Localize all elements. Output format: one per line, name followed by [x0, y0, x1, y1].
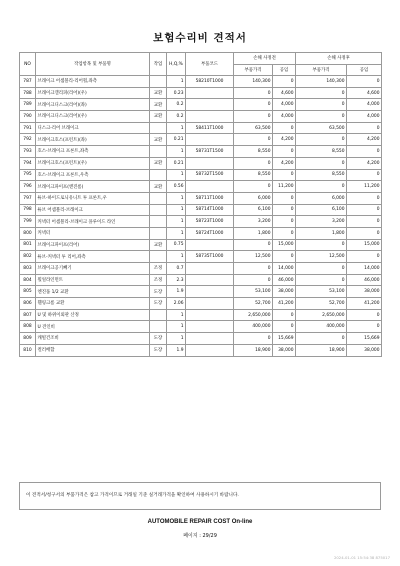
table-row [20, 146, 382, 158]
cell-hq: 0.56 [167, 181, 186, 193]
cell-hq: 0.21 [167, 134, 186, 146]
cell-work [150, 122, 167, 134]
page-number: 페이지 : 29/29 [183, 533, 217, 539]
cell-item: 브래이크 어셈블리-리어휠,좌측 [36, 76, 150, 88]
table-row [20, 333, 382, 345]
cell-no: 801 [20, 239, 36, 251]
col-header-code: 부품코드 [186, 53, 234, 76]
cell-no: 788 [20, 87, 36, 99]
cell-item: 브래이크공기빼기 [36, 263, 150, 275]
cell-work [150, 321, 167, 333]
cell-code: 58731T1500 [186, 146, 234, 158]
cell-work: 도장 [150, 286, 167, 298]
cell-item: 휀링크룸 교환 [36, 298, 150, 310]
cell-work: 교환 [150, 181, 167, 193]
cell-bp: 400,000 [234, 321, 273, 333]
cell-code [186, 99, 234, 111]
cell-work [150, 192, 167, 204]
cell-bl: 0 [273, 192, 296, 204]
cell-bp: 8,550 [234, 146, 273, 158]
cell-no: 793 [20, 146, 36, 158]
cell-work [150, 251, 167, 263]
cell-bl: 38,000 [273, 344, 296, 356]
estimate-rows [20, 76, 382, 357]
col-header-no: NO [20, 53, 36, 76]
table-row [20, 344, 382, 356]
cell-bp: 140,300 [234, 76, 273, 88]
cell-no: 799 [20, 216, 36, 228]
cell-bp: 0 [234, 87, 273, 99]
cell-ap: 140,300 [296, 76, 347, 88]
cell-ap: 400,000 [296, 321, 347, 333]
cell-ap: 0 [296, 181, 347, 193]
cell-code [186, 263, 234, 275]
cell-work: 교환 [150, 111, 167, 123]
cell-bp: 0 [234, 333, 273, 345]
cell-ap: 18,900 [296, 344, 347, 356]
cell-bl: 0 [273, 146, 296, 158]
cell-item: 브래이크호스(프런트)(좌) [36, 134, 150, 146]
cell-bp: 0 [234, 181, 273, 193]
cell-bl: 0 [273, 76, 296, 88]
col-header-after-labor: 공임 [347, 64, 382, 76]
cell-bp: 52,700 [234, 298, 273, 310]
table-row [20, 251, 382, 263]
cell-item: 브래이크파이프(리어) [36, 239, 150, 251]
cell-no: 790 [20, 111, 36, 123]
cell-hq: 1 [167, 216, 186, 228]
cell-bp: 0 [234, 111, 273, 123]
cell-bp: 18,900 [234, 344, 273, 356]
cell-ap: 8,550 [296, 146, 347, 158]
cell-item: 브래이크디스크(리어)(우) [36, 111, 150, 123]
cell-al: 4,600 [347, 87, 382, 99]
table-row [20, 157, 382, 169]
cell-al: 0 [347, 169, 382, 181]
cell-hq: 1.9 [167, 344, 186, 356]
cell-bl: 4,600 [273, 87, 296, 99]
cell-work: 도장 [150, 298, 167, 310]
cell-bl: 4,000 [273, 111, 296, 123]
cell-ap: 53,100 [296, 286, 347, 298]
cell-work: 조정 [150, 274, 167, 286]
cell-work [150, 204, 167, 216]
cell-bp: 0 [234, 263, 273, 275]
table-row [20, 204, 382, 216]
cell-code [186, 181, 234, 193]
col-header-after-price: 부품가격 [296, 64, 347, 76]
cell-hq: 1 [167, 333, 186, 345]
cell-hq: 1 [167, 169, 186, 181]
header-row [20, 53, 382, 65]
cell-al: 14,000 [347, 263, 382, 275]
estimate-table [19, 52, 382, 357]
cell-work [150, 216, 167, 228]
table-row [20, 76, 382, 88]
table-row [20, 274, 382, 286]
cell-al: 0 [347, 146, 382, 158]
cell-item: 호스-브래이크 프론트,우측 [36, 169, 150, 181]
cell-hq: 1 [167, 321, 186, 333]
cell-hq: 1 [167, 309, 186, 321]
cell-ap: 2,650,000 [296, 309, 347, 321]
cell-hq: 0.2 [167, 111, 186, 123]
cell-bl: 0 [273, 122, 296, 134]
cell-bl: 15,000 [273, 239, 296, 251]
cell-item: 커넥터 어셈블리-브래이크 플루이드 라인 [36, 216, 150, 228]
cell-no: 792 [20, 134, 36, 146]
cell-al: 4,000 [347, 99, 382, 111]
cell-item: 브래이크파이프(앤진룸) [36, 181, 150, 193]
cell-no: 796 [20, 181, 36, 193]
table-row [20, 216, 382, 228]
cell-code [186, 321, 234, 333]
table-row [20, 239, 382, 251]
cell-ap: 0 [296, 134, 347, 146]
cell-no: 800 [20, 227, 36, 239]
page-title: 보험수리비 견적서 [153, 32, 247, 44]
cell-work [150, 227, 167, 239]
cell-ap: 0 [296, 274, 347, 286]
cell-code: 58735T1000 [186, 251, 234, 263]
cell-work: 교환 [150, 134, 167, 146]
cell-work [150, 309, 167, 321]
cell-al: 0 [347, 251, 382, 263]
cell-work: 도장 [150, 344, 167, 356]
price-notice [19, 482, 381, 510]
cell-no: 806 [20, 298, 36, 310]
cell-code: 58210T1000 [186, 76, 234, 88]
cell-code [186, 298, 234, 310]
cell-no: 804 [20, 274, 36, 286]
cell-bl: 0 [273, 309, 296, 321]
cell-ap: 0 [296, 157, 347, 169]
cell-code [186, 309, 234, 321]
cell-bp: 0 [234, 239, 273, 251]
cell-al: 0 [347, 76, 382, 88]
cell-ap: 63,500 [296, 122, 347, 134]
cell-bl: 0 [273, 321, 296, 333]
cell-bl: 0 [273, 204, 296, 216]
cell-al: 15,000 [347, 239, 382, 251]
col-header-before-labor: 공임 [273, 64, 296, 76]
cell-item: 디스크-리어 브래이크 [36, 122, 150, 134]
cell-item: 튜브 어셈블리-브래이크 [36, 204, 150, 216]
table-row [20, 181, 382, 193]
cell-item: 컬러배합 [36, 344, 150, 356]
cell-al: 0 [347, 309, 382, 321]
cell-al: 0 [347, 321, 382, 333]
cell-al: 38,000 [347, 344, 382, 356]
cell-no: 807 [20, 309, 36, 321]
cell-bl: 0 [273, 227, 296, 239]
col-header-hq: H,Q,% [167, 53, 186, 76]
cell-code [186, 333, 234, 345]
cell-hq: 1 [167, 76, 186, 88]
cell-al: 4,200 [347, 134, 382, 146]
cell-bl: 4,000 [273, 99, 296, 111]
table-row [20, 263, 382, 275]
cell-no: 791 [20, 122, 36, 134]
cell-al: 4,200 [347, 157, 382, 169]
cell-ap: 52,700 [296, 298, 347, 310]
cell-ap: 12,500 [296, 251, 347, 263]
table-row [20, 192, 382, 204]
col-header-before: 손해 사정전 [234, 53, 296, 65]
cell-bl: 0 [273, 216, 296, 228]
cell-hq: 0.75 [167, 239, 186, 251]
cell-ap: 1,800 [296, 227, 347, 239]
cell-al: 46,000 [347, 274, 382, 286]
cell-hq: 1 [167, 227, 186, 239]
cell-hq: 1 [167, 251, 186, 263]
cell-ap: 0 [296, 239, 347, 251]
table-row [20, 134, 382, 146]
price-notice-text: 이 견적서/청구서의 부품가격은 참고 가격이므로 거래일 기준 실거래가격을 확인하여 사용하시기 바랍니다. [26, 493, 239, 498]
cell-work [150, 169, 167, 181]
cell-no: 809 [20, 333, 36, 345]
table-row [20, 227, 382, 239]
cell-item: U 및 하위이외관 산정 [36, 309, 150, 321]
cell-al: 11,200 [347, 181, 382, 193]
cell-no: 802 [20, 251, 36, 263]
cell-code [186, 134, 234, 146]
print-timestamp: 2024-01-01 15:54:38 875017 [333, 555, 390, 560]
cell-code [186, 239, 234, 251]
cell-item: 브래이크호스(프런트)(우) [36, 157, 150, 169]
cell-work: 교환 [150, 99, 167, 111]
cell-bp: 1,800 [234, 227, 273, 239]
table-row [20, 298, 382, 310]
cell-hq: 1 [167, 146, 186, 158]
cell-ap: 0 [296, 87, 347, 99]
cell-bl: 4,200 [273, 134, 296, 146]
cell-hq: 1 [167, 122, 186, 134]
cell-work: 교환 [150, 157, 167, 169]
cell-bl: 38,000 [273, 286, 296, 298]
cell-bp: 63,500 [234, 122, 273, 134]
cell-al: 0 [347, 192, 382, 204]
cell-code: 58411T1000 [186, 122, 234, 134]
cell-work: 교환 [150, 87, 167, 99]
cell-code [186, 344, 234, 356]
cell-al: 0 [347, 227, 382, 239]
table-row [20, 309, 382, 321]
col-header-work: 작업 [150, 53, 167, 76]
cell-item: 브래이크디스크(리어)(좌) [36, 99, 150, 111]
col-header-before-price: 부품가격 [234, 64, 273, 76]
cell-al: 4,000 [347, 111, 382, 123]
cell-no: 789 [20, 99, 36, 111]
cell-code [186, 274, 234, 286]
table-row [20, 87, 382, 99]
table-row [20, 122, 382, 134]
cell-hq: 0.23 [167, 87, 186, 99]
cell-bp: 0 [234, 99, 273, 111]
cell-al: 38,000 [347, 286, 382, 298]
cell-no: 787 [20, 76, 36, 88]
cell-code: 58723T1000 [186, 216, 234, 228]
cell-code [186, 87, 234, 99]
cell-bl: 4,200 [273, 157, 296, 169]
cell-ap: 0 [296, 99, 347, 111]
cell-bl: 15,669 [273, 333, 296, 345]
col-header-item: 작업항목 및 부품명 [36, 53, 150, 76]
cell-code [186, 286, 234, 298]
col-header-after: 손해 사정후 [296, 53, 382, 65]
cell-bp: 53,100 [234, 286, 273, 298]
cell-work: 교환 [150, 239, 167, 251]
cell-ap: 6,000 [296, 192, 347, 204]
cell-work [150, 76, 167, 88]
cell-ap: 0 [296, 111, 347, 123]
cell-work: 도장 [150, 333, 167, 345]
cell-hq: 1 [167, 192, 186, 204]
cell-work: 조정 [150, 263, 167, 275]
cell-bl: 0 [273, 251, 296, 263]
cell-item: 튜브-커넥터 투 리어,좌측 [36, 251, 150, 263]
cell-no: 798 [20, 204, 36, 216]
cell-al: 0 [347, 204, 382, 216]
table-row [20, 286, 382, 298]
cell-no: 810 [20, 344, 36, 356]
cell-no: 797 [20, 192, 36, 204]
cell-ap: 0 [296, 263, 347, 275]
cell-no: 803 [20, 263, 36, 275]
table-row [20, 111, 382, 123]
cell-no: 795 [20, 169, 36, 181]
cell-bp: 0 [234, 134, 273, 146]
cell-item: 호스-브래이크 프론트,좌측 [36, 146, 150, 158]
cell-ap: 3,200 [296, 216, 347, 228]
cell-code: 58711T1000 [186, 192, 234, 204]
cell-item: U 견인비 [36, 321, 150, 333]
cell-no: 808 [20, 321, 36, 333]
cell-item: 엔진품 1/2 교환 [36, 286, 150, 298]
cell-item: 캐빌건조비 [36, 333, 150, 345]
cell-hq: 0.21 [167, 157, 186, 169]
cell-ap: 0 [296, 333, 347, 345]
cell-bl: 14,000 [273, 263, 296, 275]
cell-al: 0 [347, 216, 382, 228]
cell-bp: 6,000 [234, 192, 273, 204]
table-row [20, 321, 382, 333]
cell-hq: 1 [167, 204, 186, 216]
table-row [20, 169, 382, 181]
cell-bl: 41,200 [273, 298, 296, 310]
cell-bl: 11,200 [273, 181, 296, 193]
cell-hq: 0.2 [167, 99, 186, 111]
cell-ap: 6,100 [296, 204, 347, 216]
cell-item: 튜브-하이드로닉유니트 투 프론트,우 [36, 192, 150, 204]
cell-hq: 0.7 [167, 263, 186, 275]
cell-bp: 8,550 [234, 169, 273, 181]
cell-bp: 0 [234, 274, 273, 286]
brand-footer: AUTOMOBILE REPAIR COST On-line [147, 519, 253, 525]
cell-bp: 3,200 [234, 216, 273, 228]
cell-hq: 2.3 [167, 274, 186, 286]
table-row [20, 99, 382, 111]
cell-item: 브래이크캘리퍼(리어)(우) [36, 87, 150, 99]
cell-item: 휠얼라인먼트 [36, 274, 150, 286]
cell-code: 58732T1500 [186, 169, 234, 181]
cell-code [186, 157, 234, 169]
cell-bl: 0 [273, 169, 296, 181]
cell-bl: 46,000 [273, 274, 296, 286]
cell-al: 0 [347, 122, 382, 134]
cell-bp: 12,500 [234, 251, 273, 263]
cell-work [150, 146, 167, 158]
cell-hq: 2.06 [167, 298, 186, 310]
cell-no: 805 [20, 286, 36, 298]
cell-al: 15,669 [347, 333, 382, 345]
cell-bp: 2,650,000 [234, 309, 273, 321]
cell-bp: 6,100 [234, 204, 273, 216]
cell-al: 41,200 [347, 298, 382, 310]
cell-code: 58714T1000 [186, 204, 234, 216]
cell-hq: 1.9 [167, 286, 186, 298]
cell-bp: 0 [234, 157, 273, 169]
cell-ap: 8,550 [296, 169, 347, 181]
cell-code: 58724T1000 [186, 227, 234, 239]
cell-item: 커넥터 [36, 227, 150, 239]
cell-no: 794 [20, 157, 36, 169]
cell-code [186, 111, 234, 123]
